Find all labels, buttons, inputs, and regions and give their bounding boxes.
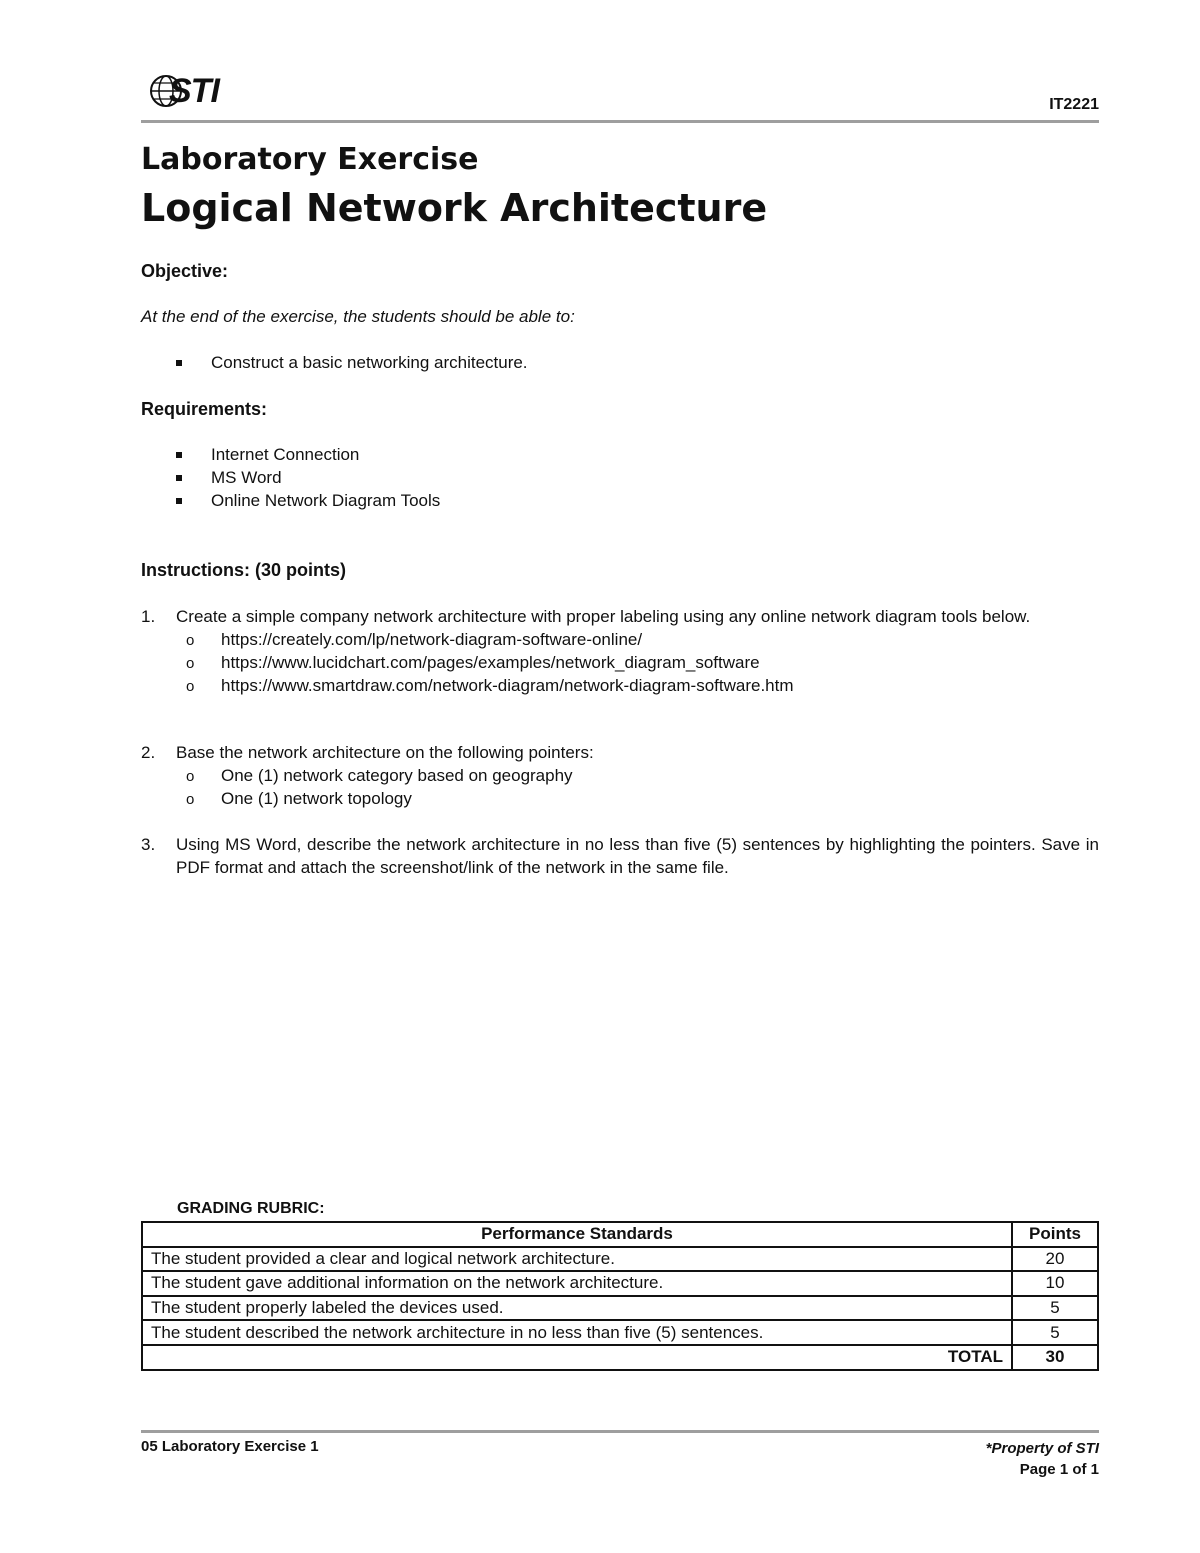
instruction-step-3 [141, 833, 1099, 879]
page-number: Page 1 of 1 [1019, 1461, 1099, 1478]
list-item: Construct a basic networking architecture. [176, 351, 528, 374]
grading-rubric-table [141, 1221, 1099, 1371]
table-row [142, 1320, 1098, 1345]
step-number: 1. [141, 607, 156, 626]
sti-logo [149, 70, 249, 116]
bullet-icon [176, 360, 182, 366]
column-header-standards: Performance Standards [142, 1222, 1012, 1247]
pointers-list [186, 764, 1099, 810]
list-item: Internet Connection [176, 443, 440, 466]
tool-link[interactable]: https://www.lucidchart.com/pages/examples/network_diagram_software [221, 653, 760, 672]
points-cell: 20 [1012, 1247, 1098, 1272]
bullet-icon [176, 498, 182, 504]
page-header [141, 70, 1099, 126]
sub-bullet: o [186, 678, 195, 695]
column-header-points: Points [1012, 1222, 1098, 1247]
footer-rule [141, 1430, 1099, 1433]
header-rule [141, 120, 1099, 123]
footer-document-name: 05 Laboratory Exercise 1 [141, 1438, 319, 1455]
bullet-icon [176, 452, 182, 458]
instructions-heading: Instructions: (30 points) [141, 560, 347, 580]
rubric-label: GRADING RUBRIC: [177, 1200, 325, 1217]
total-label: TOTAL [142, 1345, 1012, 1370]
points-cell: 10 [1012, 1271, 1098, 1296]
document-title-line2: Logical Network Architecture [141, 186, 768, 230]
standard-cell: The student properly labeled the devices used. [142, 1296, 1012, 1321]
sub-bullet: o [186, 768, 195, 785]
table-header-row [142, 1222, 1098, 1247]
list-item [186, 674, 1099, 697]
standard-cell: The student gave additional information on the network architecture. [142, 1271, 1012, 1296]
points-cell: 5 [1012, 1320, 1098, 1345]
step-number: 2. [141, 743, 156, 762]
step-text: Create a simple company network architecture with proper labeling using any online network diagram tools below. [176, 607, 1031, 626]
tool-link[interactable]: https://www.smartdraw.com/network-diagram/network-diagram-software.htm [221, 676, 794, 695]
footer-right [986, 1438, 1099, 1480]
standard-cell: The student described the network architecture in no less than five (5) sentences. [142, 1320, 1012, 1345]
instruction-step-2 [141, 741, 1099, 810]
step-text: Base the network architecture on the following pointers: [176, 743, 594, 762]
objective-intro: At the end of the exercise, the students should be able to: [141, 307, 575, 326]
total-value: 30 [1012, 1345, 1098, 1370]
sub-bullet: o [186, 632, 195, 649]
tool-links-list [186, 628, 1099, 697]
course-code: IT2221 [1049, 96, 1099, 113]
list-item: Online Network Diagram Tools [176, 489, 440, 512]
requirements-list [176, 443, 440, 512]
table-row [142, 1247, 1098, 1272]
list-item [186, 628, 1099, 651]
objective-list [176, 351, 528, 374]
total-row [142, 1345, 1098, 1370]
step-number: 3. [141, 835, 156, 854]
list-item: MS Word [176, 466, 440, 489]
document-title-line1: Laboratory Exercise [141, 142, 479, 177]
list-item: o One (1) network topology [186, 787, 1099, 810]
bullet-icon [176, 475, 182, 481]
list-item [186, 651, 1099, 674]
table-row [142, 1296, 1098, 1321]
sub-bullet: o [186, 655, 195, 672]
property-notice: *Property of STI [985, 1440, 1099, 1457]
instruction-step-1 [141, 605, 1099, 697]
table-row [142, 1271, 1098, 1296]
standard-cell: The student provided a clear and logical network architecture. [142, 1247, 1012, 1272]
sub-bullet: o [186, 791, 195, 808]
step-text: Using MS Word, describe the network architecture in no less than five (5) sentences by highlighting the pointers. Save in PDF format and attach the screenshot/link of the network in the same file. [176, 835, 1099, 877]
logo-text: STI [169, 72, 219, 110]
objective-heading: Objective: [141, 261, 229, 281]
list-item: o One (1) network category based on geography [186, 764, 1099, 787]
tool-link[interactable]: https://creately.com/lp/network-diagram-software-online/ [221, 630, 643, 649]
requirements-heading: Requirements: [141, 399, 268, 419]
points-cell: 5 [1012, 1296, 1098, 1321]
